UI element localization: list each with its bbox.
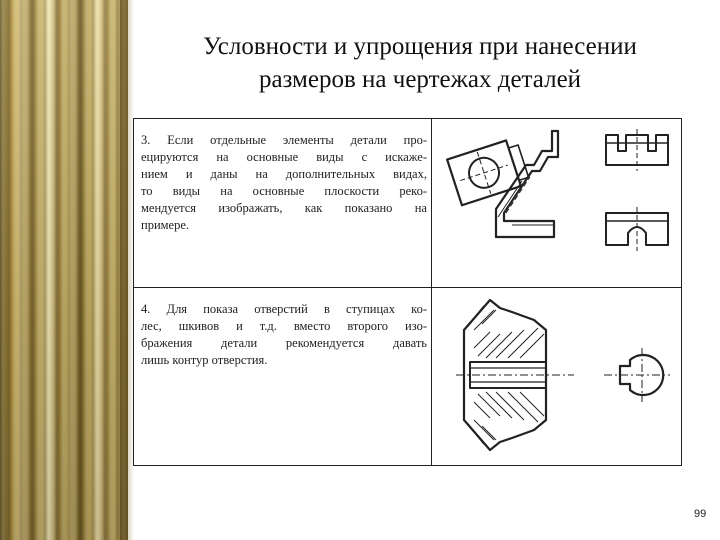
rule-3-text	[141, 132, 427, 234]
rule-3-line: нием и даны на дополнительных видах,	[141, 167, 427, 181]
drape-shading	[0, 0, 128, 540]
rule-4-line: лес, шкивов и т.д. вместо второго изо-	[141, 319, 427, 333]
column-divider	[431, 119, 432, 465]
rule-3-line: примере.	[141, 218, 190, 232]
rule-3-line: ецируются на основные виды с искаже-	[141, 150, 427, 164]
title-line-1: Условности и упрощения при нанесении	[203, 33, 637, 60]
gear-hub-section-drawing-icon	[434, 290, 680, 464]
rule-3-line: 3. Если отдельные элементы детали про-	[141, 133, 427, 147]
projection-views-drawing-icon	[434, 121, 680, 285]
slide-title	[140, 30, 700, 96]
title-line-2: размеров на чертежах деталей	[258, 66, 582, 93]
rule-4-line: лишь контур отверстия.	[141, 353, 268, 367]
row-divider	[134, 287, 681, 288]
rule-4-line: бражения детали рекомендуется давать	[141, 336, 427, 350]
rule-3-line: мендуется изображать, как показано на	[141, 201, 427, 215]
rule-3-line: то виды на основные плоскости реко-	[141, 184, 427, 198]
rule-4-line: 4. Для показа отверстий в ступицах ко-	[141, 302, 427, 316]
rules-table	[133, 118, 682, 466]
page-number: 99	[694, 508, 707, 520]
rule-4-text	[141, 301, 427, 369]
drape-edge	[120, 0, 134, 540]
